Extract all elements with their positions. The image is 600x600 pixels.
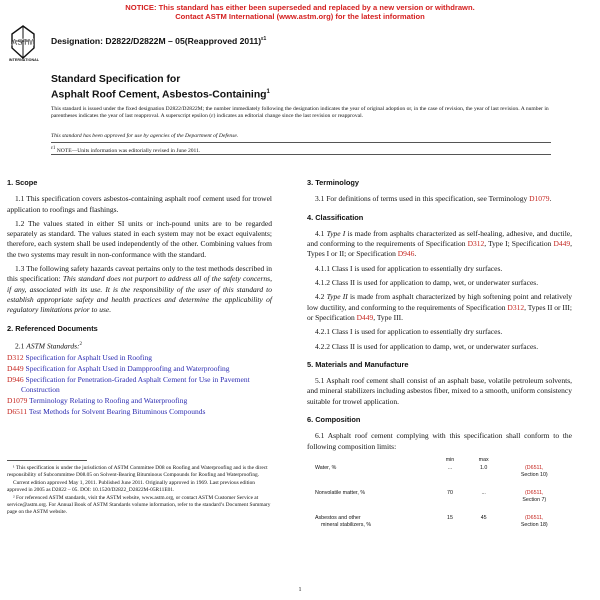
link-d312[interactable]: D312 — [467, 239, 485, 249]
intro-divider-2 — [51, 154, 551, 155]
para-4-1-text-3: , Types I or II; or Specification — [307, 239, 572, 259]
section-4-heading: 4. Classification — [307, 212, 364, 222]
row-label: Water, % — [315, 465, 337, 472]
table-row — [313, 489, 568, 504]
row-ref-section: Section 18) — [520, 521, 548, 528]
section-3-heading: 3. Terminology — [307, 178, 360, 187]
para-4-1-num: 4.1 — [315, 228, 327, 238]
title-line-2: Asphalt Roof Cement, Asbestos-Containing — [51, 89, 267, 101]
link-d1079[interactable]: D1079 — [529, 194, 550, 204]
para-4-1-text: is made from asphalts characterized as self-healing, adhesive, and ductile, and conforming to the requirements of Specification — [307, 228, 573, 249]
footnotes — [7, 465, 272, 517]
row-ref-section: Section 7) — [522, 496, 547, 503]
ref-d6511-code[interactable]: D6511 — [7, 406, 28, 416]
editorial-note-epsilon: ε1 — [51, 146, 56, 151]
para-2-1 — [7, 340, 272, 352]
para-4-2-text-3: , Type III. — [373, 312, 403, 322]
ref-d6511[interactable] — [7, 407, 272, 417]
section-2-heading: 2. Referenced Documents — [7, 323, 98, 333]
ref-d449[interactable] — [7, 364, 272, 374]
left-column — [7, 170, 272, 418]
ref-d946[interactable] — [7, 375, 272, 395]
para-4-2-2: 4.2.2 Class II is used for application to damp, wet, or underwater surfaces. — [315, 341, 539, 351]
ref-d312[interactable] — [7, 353, 272, 363]
logo-caption: INTERNATIONAL — [8, 58, 40, 62]
para-1-1: 1.1 This specification covers asbestos-containing asphalt roof cement used for trowel application to roofings and flashings. — [7, 194, 272, 214]
row-ref[interactable]: (D6511, — [525, 515, 544, 522]
ref-d6511-title[interactable]: Test Methods for Solvent Bearing Bituminous Compounds — [27, 406, 206, 416]
notice-line-1: NOTICE: This standard has either been superseded and replaced by a new version or withdrawn. — [125, 3, 475, 12]
para-4-2-text: is made from asphalt characterized by high softening point and relatively low ductility, and conforming to the requirements of Specification — [307, 292, 573, 312]
row-label: Asbestos and other — [315, 515, 361, 522]
ref-d1079-code[interactable]: D1079 — [7, 395, 28, 405]
row-label-cont: mineral stabilizers, % — [321, 521, 372, 528]
table-row — [313, 514, 568, 529]
ref-d1079-title[interactable]: Terminology Relating to Roofing and Waterproofing — [27, 395, 188, 405]
ref-d946-code[interactable]: D946 — [7, 374, 24, 384]
page-number: 1 — [298, 587, 302, 593]
issuance-note: This standard is issued under the fixed designation D2822/D2822M; the number immediately following the designation indicates the year of original adoption or, in the case of revision, the year of last revision. A number in parentheses indicates the year of last reapproval. A superscript epsilon (ε) indicates an editorial change since the last revision or reapproval. — [51, 106, 549, 119]
para-1-3-caveat: This standard does not purport to address all of the safety concerns, if any, associated with its use. It is the responsibility of the user of this standard to establish appropriate safety and health practices and determine the applicability of regulatory limitations prior to use. — [7, 274, 272, 315]
right-column — [307, 170, 572, 529]
footnote-1: ¹ This specification is under the jurisdiction of ASTM Committee D08 on Roofing and Waterproofing and is the direct responsibility of Subcommittee D08.05 on Solvent-Bearing Bituminous Compounds for Roofing and Waterproofing. — [7, 465, 268, 478]
para-6-1: 6.1 Asphalt roof cement complying with this specification shall conform to the following composition limits: — [307, 431, 572, 451]
para-4-1: 4.1 Type I is made from asphalts characterized as self-healing, adhesive, and ductile, and conforming to the requirements of Specification D312, Type I; Specification D449, Types I or II; or Specification D946. — [307, 228, 573, 259]
para-3-1: 3.1 For definitions of terms used in this specification, see Terminology D1079. — [315, 194, 552, 204]
dod-approval: This standard has been approved for use by agencies of the Department of Defense. — [51, 133, 239, 139]
para-4-1-2: 4.1.2 Class II is used for application to damp, wet, or underwater surfaces. — [315, 278, 539, 288]
ref-d312-title[interactable]: Specification for Asphalt Used in Roofing — [23, 352, 152, 362]
row-label: Nonvolatile matter, % — [315, 490, 366, 497]
type-i-label: Type I — [326, 228, 346, 238]
section-1-heading: 1. Scope — [7, 178, 38, 187]
title-footnote-mark: 1 — [266, 89, 270, 95]
para-4-2-text-2: , Types II or III; or Specification — [307, 302, 572, 322]
row-min: ... — [447, 465, 453, 472]
row-max: ... — [481, 490, 486, 497]
ref-d449-title[interactable]: Specification for Asphalt Used in Dampproofing and Waterproofing — [23, 363, 230, 373]
ref-d1079[interactable] — [7, 396, 272, 406]
ref-d449-code[interactable]: D449 — [7, 363, 24, 373]
composition-table — [313, 456, 568, 530]
astm-standards-label: ASTM Standards: — [26, 341, 80, 351]
row-ref-section: Section 10) — [520, 471, 548, 478]
designation — [51, 36, 266, 46]
ref-d312-code[interactable]: D312 — [7, 352, 24, 362]
svg-text:ASTM: ASTM — [11, 38, 35, 47]
footnote-2: ² For referenced ASTM standards, visit the ASTM website, www.astm.org, or contact ASTM Customer Service at service@astm.org. For Annual Book of ASTM Standards volume information, refer to the standard’s Document Summary page on the ASTM website. — [7, 495, 271, 515]
para-4-2 — [307, 292, 572, 323]
para-4-1-1: 4.1.1 Class I is used for application to essentially dry surfaces. — [315, 263, 503, 273]
link-d449-2[interactable]: D449 — [356, 312, 374, 322]
para-2-1-num: 2.1 — [15, 341, 27, 351]
para-1-2: 1.2 The values stated in either SI units or inch-pound units are to be regarded separately as standard. The values stated in each system may not be exact equivalents; therefore, each system shall be used independently of the other. Combining values from the two systems may result in non-conformance with the standard. — [7, 218, 272, 259]
row-ref[interactable]: (D6511, — [525, 465, 544, 472]
para-4-2-num: 4.2 — [315, 292, 327, 302]
row-max: 1.0 — [480, 465, 488, 472]
designation-epsilon: ε1 — [261, 36, 267, 43]
title-line-1: Standard Specification for — [51, 74, 181, 85]
para-1-3-text: 1.3 The following safety hazards caveat pertains only to the test methods described in this specification: — [7, 264, 272, 284]
para-1-3 — [7, 264, 272, 315]
row-min: 15 — [447, 515, 453, 522]
link-d449[interactable]: D449 — [553, 239, 571, 249]
footnote-divider — [7, 460, 87, 461]
document-title — [51, 74, 411, 101]
link-d312-2[interactable]: D312 — [507, 302, 525, 312]
para-4-1-text-2: , Type I; Specification — [484, 239, 554, 249]
section-6-heading: 6. Composition — [307, 415, 361, 425]
footnote-1-edition: Current edition approved May 1, 2011. Published June 2011. Originally approved in 1969. Last previous edition approved in 2005 as D2822 – 05. DOI: 10.1520/D2822_D2822M-05R11E01. — [7, 480, 255, 493]
table-row — [313, 464, 568, 479]
col-min: min — [445, 456, 455, 463]
type-ii-label: Type II — [326, 292, 348, 302]
row-min: 70 — [447, 490, 453, 497]
supersede-notice — [0, 3, 600, 21]
designation-text: Designation: D2822/D2822M – 05(Reapproved 2011) — [51, 36, 262, 46]
col-max: max — [478, 456, 489, 463]
para-3-1-text: 3.1 For definitions of terms used in this specification, see Terminology — [315, 194, 530, 204]
para-5-1: 5.1 Asphalt roof cement shall consist of an asphalt base, volatile petroleum solvents, and mineral stabilizers including asbestos fiber, mixed to a smooth, uniform consistency suitable for trowel application. — [307, 376, 572, 406]
editorial-note-text: NOTE—Units information was editorially revised in June 2011. — [55, 147, 201, 154]
section-5-heading: 5. Materials and Manufacture — [307, 359, 409, 369]
link-d946[interactable]: D946 — [397, 249, 415, 259]
para-4-2-1: 4.2.1 Class I is used for application to essentially dry surfaces. — [315, 327, 503, 337]
astm-standards-footnote: 2 — [79, 341, 83, 347]
notice-line-2: Contact ASTM International (www.astm.org) for the latest information — [175, 12, 425, 21]
ref-d946-title[interactable]: Specification for Penetration-Graded Asphalt Cement for Use in Pavement Construction — [21, 374, 250, 394]
row-ref[interactable]: (D6511, — [525, 490, 544, 497]
intro-divider — [51, 142, 551, 143]
table-header — [313, 456, 568, 465]
row-max: 45 — [480, 515, 487, 522]
